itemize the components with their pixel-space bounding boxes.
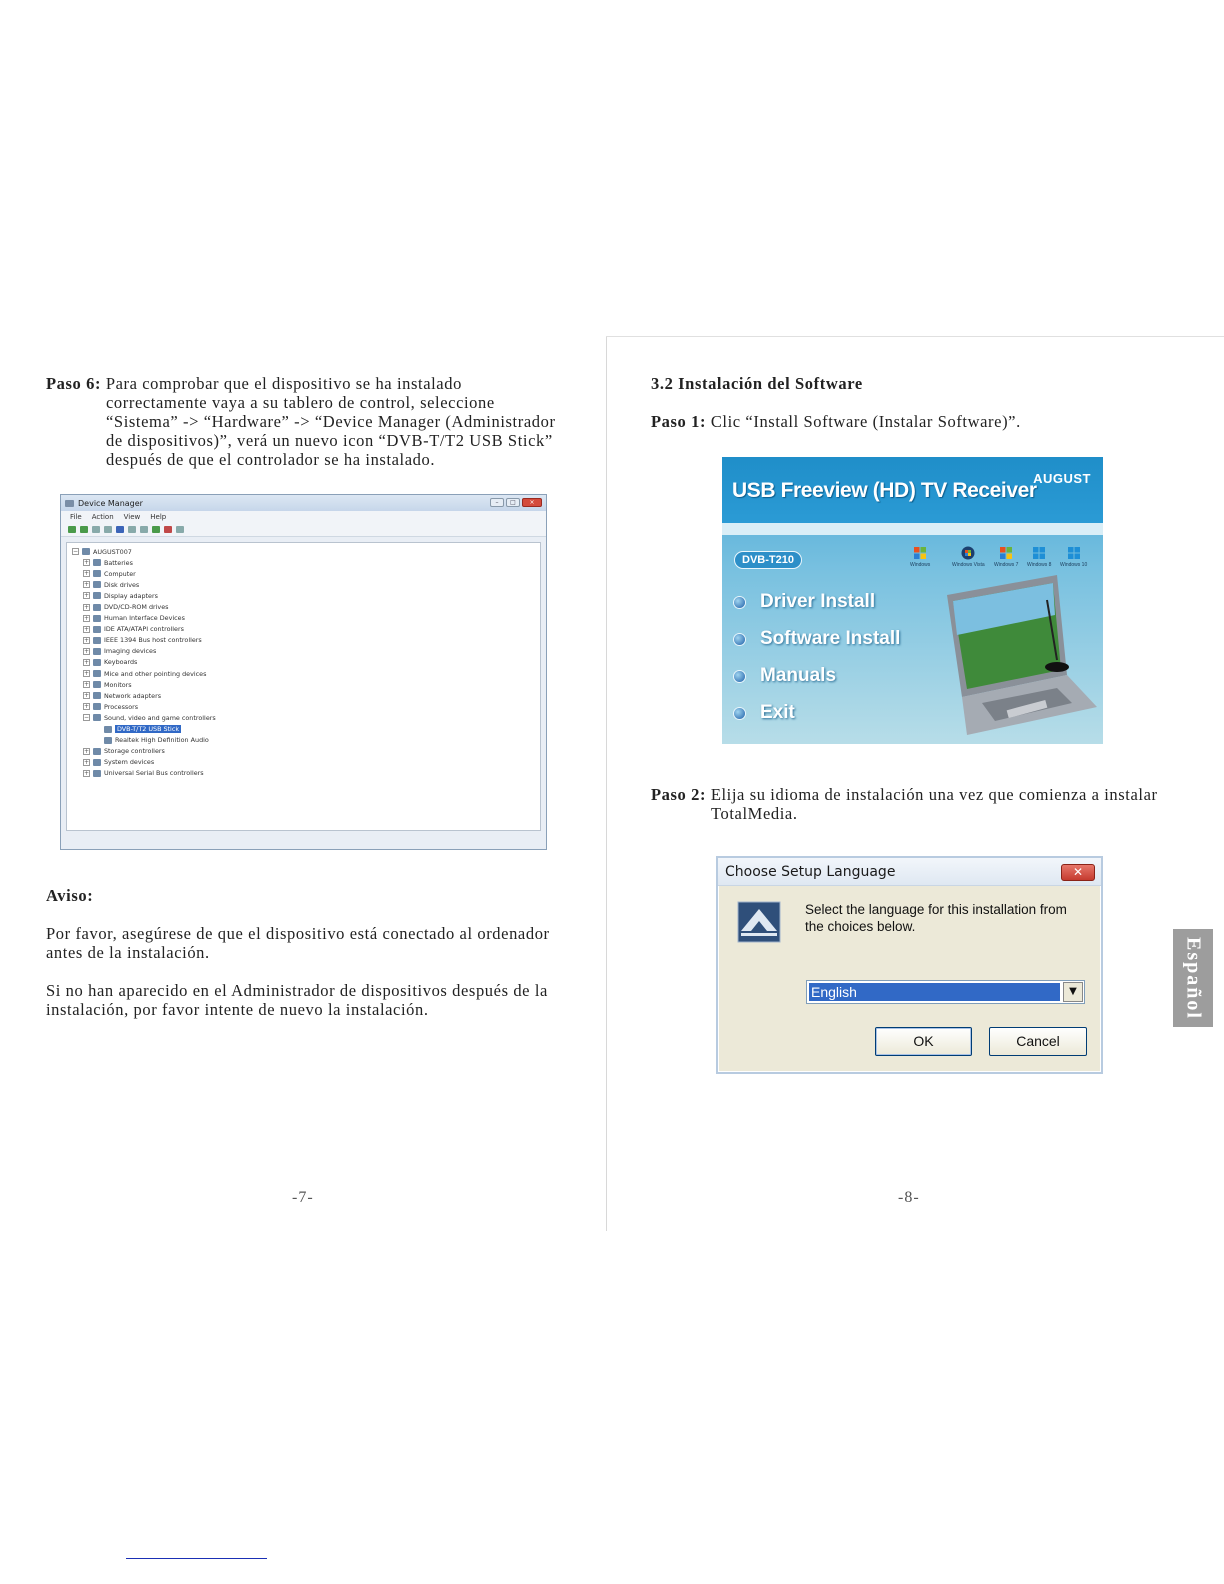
dm-statusbar xyxy=(66,835,541,845)
tree-item[interactable] xyxy=(67,757,540,768)
device-icon xyxy=(93,559,101,566)
step1-label: Paso 1: xyxy=(651,412,707,431)
aviso-p1-line2: antes de la instalación. xyxy=(46,943,210,962)
os-vista xyxy=(952,546,985,568)
tree-item[interactable] xyxy=(67,568,540,579)
view-icon[interactable] xyxy=(128,526,136,533)
tree-item[interactable] xyxy=(67,646,540,657)
bullet-icon xyxy=(734,708,745,719)
setup-language-dialog xyxy=(716,856,1103,1074)
page-top-rule xyxy=(606,336,1224,337)
step6-line5: después de que el controlador se ha instalado. xyxy=(106,450,436,469)
device-icon xyxy=(93,670,101,677)
tree-subitem[interactable] xyxy=(67,735,540,746)
menu-software-install[interactable] xyxy=(734,628,900,650)
tree-item-label: Network adapters xyxy=(104,691,162,700)
tree-item[interactable] xyxy=(67,701,540,712)
step1-text: Clic “Install Software (Instalar Software)”. xyxy=(710,412,1021,431)
dialog-message-line1: Select the language for this installation from xyxy=(805,902,1067,917)
menu-label: Software Install xyxy=(760,628,901,649)
windows-vista-icon xyxy=(961,546,975,560)
dialog-titlebar xyxy=(718,858,1101,886)
aviso-p2-line1: Si no han aparecido en el Administrador de dispositivos después de la xyxy=(46,981,548,1000)
installer-icon xyxy=(737,901,781,943)
dm-toolbar xyxy=(61,523,546,537)
aviso-paragraph-2 xyxy=(46,981,591,1019)
step2-line1: Elija su idioma de instalación una vez que comienza a instalar xyxy=(710,785,1158,804)
tree-item-label: Mice and other pointing devices xyxy=(104,669,207,678)
section-heading: 3.2 Instalación del Software xyxy=(651,374,863,393)
collapse-icon[interactable]: − xyxy=(73,548,79,556)
uninstall-icon[interactable] xyxy=(164,526,172,533)
tree-item[interactable] xyxy=(67,590,540,601)
minimize-icon[interactable]: – xyxy=(490,498,504,507)
tree-item-label: Human Interface Devices xyxy=(104,614,185,623)
dialog-message xyxy=(805,901,1095,935)
tree-item[interactable] xyxy=(67,624,540,635)
ok-button[interactable]: OK xyxy=(875,1027,972,1056)
expand-icon[interactable]: + xyxy=(84,747,90,755)
forward-arrow-icon[interactable] xyxy=(80,526,88,533)
laptop-image xyxy=(907,575,1103,740)
windows-8-icon xyxy=(1032,546,1046,560)
step1-paragraph xyxy=(651,412,1171,431)
close-button[interactable]: ✕ xyxy=(1061,864,1095,881)
expand-icon[interactable]: + xyxy=(84,658,90,666)
os-label: Windows 7 xyxy=(994,562,1019,568)
tree-item[interactable] xyxy=(67,668,540,679)
expand-icon[interactable]: + xyxy=(84,581,90,589)
expand-icon[interactable]: + xyxy=(84,769,90,777)
footer-rule xyxy=(126,1558,267,1559)
dm-menu-view[interactable]: View xyxy=(123,513,141,521)
tree-item[interactable] xyxy=(67,746,540,757)
step2-paragraph xyxy=(651,785,1191,823)
tree-item-label: Universal Serial Bus controllers xyxy=(104,769,204,778)
language-side-tab xyxy=(1173,929,1213,1027)
expand-icon[interactable]: + xyxy=(84,758,90,766)
step6-label: Paso 6: xyxy=(46,374,102,393)
device-icon xyxy=(93,648,101,655)
header-strip xyxy=(722,523,1103,535)
device-icon xyxy=(93,692,101,699)
installer-title: USB Freeview (HD) TV Receiver xyxy=(732,479,1037,502)
update-driver-icon[interactable] xyxy=(152,526,160,533)
speaker-icon xyxy=(104,737,112,744)
tree-item[interactable] xyxy=(67,768,540,779)
cancel-button[interactable]: Cancel xyxy=(989,1027,1087,1056)
tree-item[interactable] xyxy=(67,679,540,690)
tree-item[interactable] xyxy=(67,712,540,723)
expand-icon[interactable]: + xyxy=(84,692,90,700)
os-label: Windows xyxy=(910,562,931,568)
dm-menu-file[interactable]: File xyxy=(70,513,82,521)
expand-icon[interactable]: + xyxy=(84,670,90,678)
step6-line2: correctamente vaya a su tablero de control, seleccione xyxy=(106,393,495,412)
computer-icon xyxy=(65,500,74,507)
expand-icon[interactable]: + xyxy=(84,570,90,578)
step6-line4: de dispositivos)”, verá un nuevo icon “DVB-T/T2 USB Stick” xyxy=(106,431,553,450)
step6-line3: “Sistema” -> “Hardware” -> “Device Manager (Administrador xyxy=(106,412,556,431)
os-win7 xyxy=(994,546,1018,568)
aviso-p1-line1: Por favor, asegúrese de que el dispositivo está conectado al ordenador xyxy=(46,924,550,943)
device-icon xyxy=(93,659,101,666)
device-icon xyxy=(93,703,101,710)
scan-hardware-icon[interactable] xyxy=(140,526,148,533)
speaker-icon xyxy=(93,714,101,721)
step6-line1: Para comprobar que el dispositivo se ha instalado xyxy=(105,374,462,393)
tree-item-label: Computer xyxy=(104,569,136,578)
brand-logo: AUGUST xyxy=(1033,471,1091,486)
os-win10 xyxy=(1060,546,1087,568)
language-select-value: English xyxy=(809,983,1060,1001)
windows-7-icon xyxy=(999,546,1013,560)
expand-icon[interactable]: + xyxy=(84,703,90,711)
tree-item-label: Keyboards xyxy=(104,658,138,667)
tree-item[interactable] xyxy=(67,557,540,568)
page-number-right: -8- xyxy=(898,1189,920,1206)
aviso-p2-line2: instalación, por favor intente de nuevo la instalación. xyxy=(46,1000,429,1019)
device-tree xyxy=(66,542,541,831)
tree-subitem-label: Realtek High Definition Audio xyxy=(115,736,209,745)
menu-driver-install[interactable] xyxy=(734,591,875,613)
device-icon xyxy=(93,570,101,577)
tree-root-label: AUGUST007 xyxy=(93,547,132,556)
model-badge: DVB-T210 xyxy=(734,551,802,569)
tree-item[interactable] xyxy=(67,601,540,612)
dm-menu-help[interactable]: Help xyxy=(150,513,167,521)
expand-icon[interactable]: + xyxy=(84,603,90,611)
expand-icon[interactable]: + xyxy=(84,681,90,689)
tree-item[interactable] xyxy=(67,690,540,701)
page-divider xyxy=(606,336,607,1231)
menu-label: Manuals xyxy=(760,665,837,686)
device-icon xyxy=(93,759,101,766)
dm-menu-action[interactable]: Action xyxy=(91,513,114,521)
dm-title: Device Manager xyxy=(78,498,143,508)
tree-item-label: IEEE 1394 Bus host controllers xyxy=(104,636,202,645)
menu-label: Exit xyxy=(760,702,795,723)
close-icon[interactable]: × xyxy=(522,498,542,507)
expand-icon[interactable]: + xyxy=(84,592,90,600)
dm-titlebar xyxy=(61,495,546,511)
menu-manuals[interactable] xyxy=(734,665,836,687)
device-icon xyxy=(93,748,101,755)
maximize-icon[interactable]: □ xyxy=(506,498,520,507)
device-icon xyxy=(93,626,101,633)
step6-paragraph xyxy=(46,374,586,469)
usb-installer-screenshot xyxy=(722,457,1103,744)
tree-item-label: Sound, video and game controllers xyxy=(104,713,216,722)
menu-exit[interactable] xyxy=(734,702,795,724)
tree-item[interactable] xyxy=(67,657,540,668)
dialog-message-line2: the choices below. xyxy=(805,919,916,934)
dialog-title: Choose Setup Language xyxy=(725,863,896,880)
tree-item-label: System devices xyxy=(104,758,155,767)
device-icon xyxy=(93,681,101,688)
tree-item-label: Processors xyxy=(104,702,139,711)
tree-root[interactable] xyxy=(67,546,540,557)
tree-subitem-label: DVB-T/T2 USB Stick xyxy=(117,725,180,734)
expand-icon[interactable]: + xyxy=(84,647,90,655)
tree-item-label: Imaging devices xyxy=(104,647,157,656)
chevron-down-icon[interactable]: ▼ xyxy=(1063,982,1083,1002)
tree-subitem-selected[interactable] xyxy=(67,724,540,735)
bullet-icon xyxy=(734,671,745,682)
os-label: Windows Vista xyxy=(952,562,985,568)
step2-line2: TotalMedia. xyxy=(711,804,798,823)
tree-item-label: IDE ATA/ATAPI controllers xyxy=(104,625,184,634)
expand-icon[interactable]: + xyxy=(84,614,90,622)
os-label: Windows 10 xyxy=(1060,562,1088,568)
tree-item-label: Disk drives xyxy=(104,580,140,589)
device-icon xyxy=(93,615,101,622)
speaker-icon xyxy=(104,726,112,733)
tree-item[interactable] xyxy=(67,635,540,646)
aviso-heading: Aviso: xyxy=(46,886,94,905)
device-icon xyxy=(93,581,101,588)
bullet-icon xyxy=(734,634,745,645)
disable-icon[interactable] xyxy=(176,526,184,533)
device-icon xyxy=(93,604,101,611)
expand-icon[interactable]: + xyxy=(84,636,90,644)
page-number-left: -7- xyxy=(292,1189,314,1206)
os-label: Windows 8 xyxy=(1027,562,1052,568)
tree-item[interactable] xyxy=(67,579,540,590)
tree-item[interactable] xyxy=(67,613,540,624)
expand-icon[interactable]: + xyxy=(84,559,90,567)
back-arrow-icon[interactable] xyxy=(68,526,76,533)
aviso-paragraph-1 xyxy=(46,924,591,962)
tree-item-label: Monitors xyxy=(104,680,132,689)
device-manager-screenshot xyxy=(60,494,547,850)
os-windows xyxy=(910,546,930,568)
language-select[interactable] xyxy=(806,980,1085,1004)
os-win8 xyxy=(1027,546,1051,568)
side-tab-label: Español xyxy=(1182,936,1205,1020)
expand-icon[interactable]: + xyxy=(84,625,90,633)
collapse-icon[interactable]: − xyxy=(84,714,90,722)
tree-item-label: Display adapters xyxy=(104,591,158,600)
tree-item-label: DVD/CD-ROM drives xyxy=(104,603,169,612)
device-icon xyxy=(93,592,101,599)
dm-menubar xyxy=(61,511,546,523)
tree-item-label: Batteries xyxy=(104,558,133,567)
windows-10-icon xyxy=(1067,546,1081,560)
windows-xp-icon xyxy=(913,546,927,560)
menu-label: Driver Install xyxy=(760,591,876,612)
details-icon[interactable] xyxy=(104,526,112,533)
usb-icon xyxy=(93,770,101,777)
help-icon[interactable] xyxy=(116,526,124,533)
tree-item-label: Storage controllers xyxy=(104,747,165,756)
device-icon xyxy=(93,637,101,644)
step2-label: Paso 2: xyxy=(651,785,707,804)
bullet-icon xyxy=(734,597,745,608)
computer-icon xyxy=(82,548,90,555)
properties-icon[interactable] xyxy=(92,526,100,533)
dm-window-buttons xyxy=(490,498,542,507)
